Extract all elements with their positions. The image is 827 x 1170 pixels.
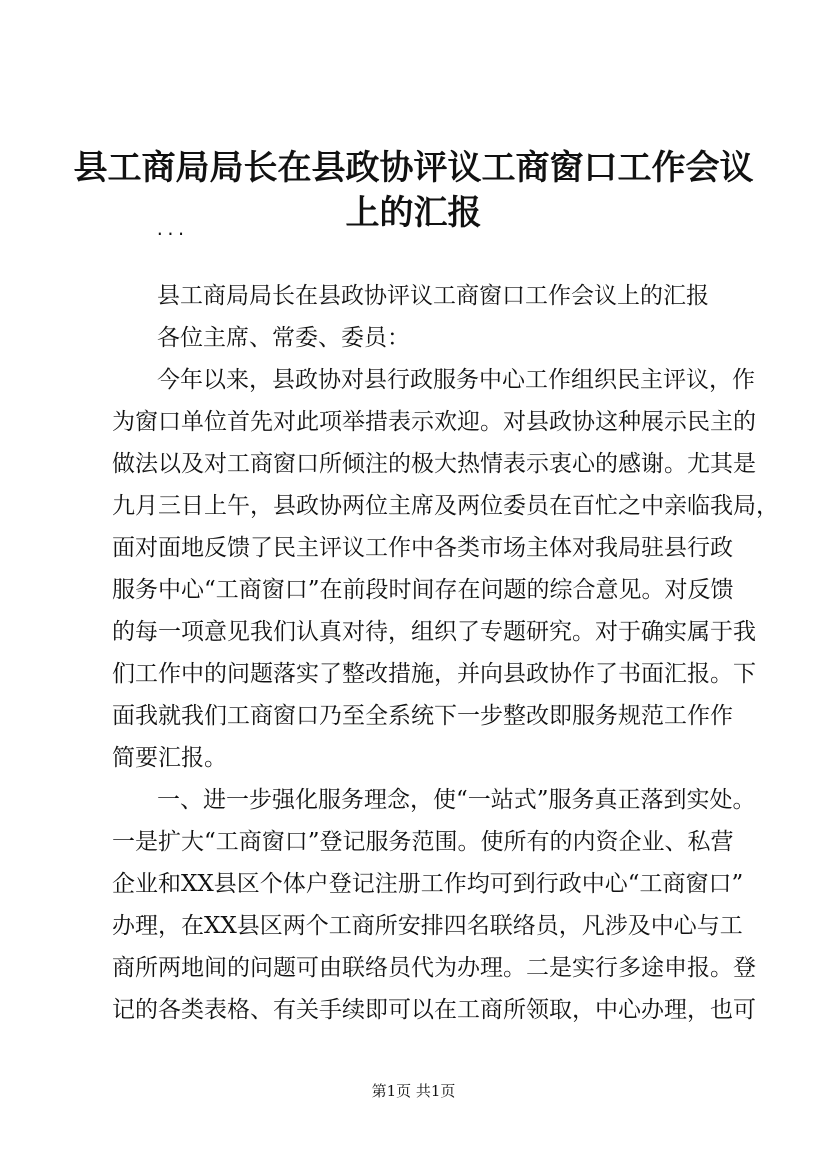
body-line: 办理，在XX县区两个工商所安排四名联络员，凡涉及中心与工	[112, 913, 743, 939]
body-line: 今年以来，县政协对县行政服务中心工作组织民主评议，作	[157, 367, 755, 393]
body-line: 做法以及对工商窗口所倾注的极大热情表示衷心的感谢。尤其是	[112, 451, 756, 477]
body-line: 的每一项意见我们认真对待，组织了专题研究。对于确实属于我	[112, 619, 756, 645]
body-line: 一、进一步强化服务理念，使“一站式”服务真正落到实处。	[157, 787, 756, 813]
body-line: 一是扩大“工商窗口”登记服务范围。使所有的内资企业、私营	[112, 829, 734, 855]
body-line: 记的各类表格、有关手续即可以在工商所领取，中心办理，也可	[112, 997, 756, 1023]
ellipsis-marker: ...	[155, 220, 187, 239]
salutation-line: 各位主席、常委、委员：	[157, 325, 410, 351]
body-line: 商所两地间的问题可由联络员代为办理。二是实行多途申报。登	[112, 955, 756, 981]
body-line: 简要汇报。	[112, 745, 227, 771]
body-line: 们工作中的问题落实了整改措施，并向县政协作了书面汇报。下	[112, 661, 756, 687]
body-line: 九月三日上午，县政协两位主席及两位委员在百忙之中亲临我局，	[112, 493, 779, 519]
body-line: 企业和XX县区个体户登记注册工作均可到行政中心“工商窗口”	[112, 871, 744, 897]
subtitle-line: 县工商局局长在县政协评议工商窗口工作会议上的汇报	[157, 283, 709, 309]
body-line: 面对面地反馈了民主评议工作中各类市场主体对我局驻县行政	[112, 535, 733, 561]
page-footer: 第1页 共1页	[371, 1082, 456, 1100]
body-line: 为窗口单位首先对此项举措表示欢迎。对县政协这种展示民主的	[112, 409, 756, 435]
body-line: 服务中心“工商窗口”在前段时间存在问题的综合意见。对反馈	[112, 577, 734, 603]
body-line: 面我就我们工商窗口乃至全系统下一步整改即服务规范工作作	[112, 703, 733, 729]
document-title-line-2: 上的汇报	[345, 193, 482, 233]
document-title-line-1: 县工商局局长在县政协评议工商窗口工作会议	[73, 148, 754, 188]
